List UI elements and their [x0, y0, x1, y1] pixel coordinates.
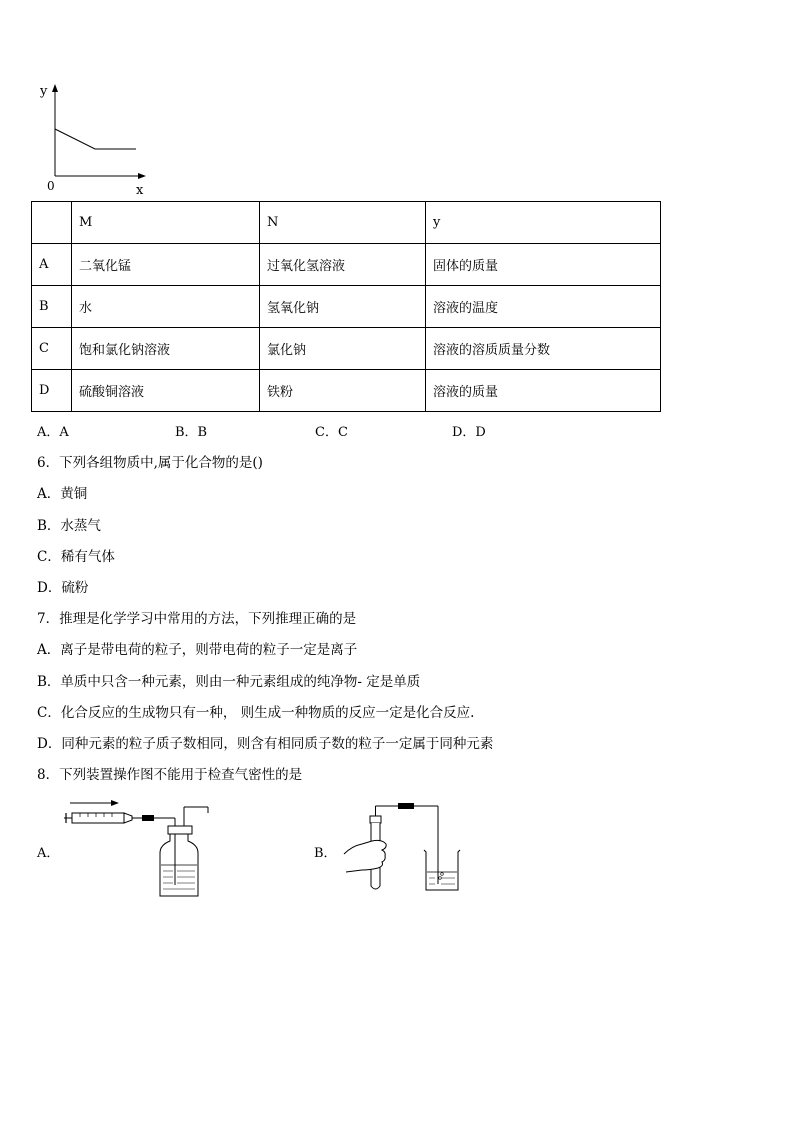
q5-choice-b[interactable]: B．B	[175, 425, 208, 440]
bottle-liquid	[161, 865, 197, 889]
q7-option-d[interactable]: D．同种元素的粒子质子数相同，则含有相同质子数的粒子一定属于同种元素	[37, 736, 494, 752]
q8-stem: 8．下列装置操作图不能用于检查气密性的是	[37, 767, 303, 783]
hand-icon	[344, 840, 386, 872]
table-cell: 过氧化氢溶液	[260, 244, 426, 286]
table-cell: C	[32, 328, 72, 370]
rubber-tube	[142, 815, 154, 821]
q7-option-c[interactable]: C．化合反应的生成物只有一种， 则生成一种物质的反应一定是化合反应.	[37, 705, 475, 721]
table-cell: N	[260, 202, 426, 244]
push-arrowhead	[111, 800, 119, 806]
table-cell: B	[32, 286, 72, 328]
table-cell: y	[426, 202, 661, 244]
table-cell: 铁粉	[260, 370, 426, 412]
q8-option-b-label[interactable]: B．	[314, 846, 337, 861]
table-cell: 饱和氯化钠溶液	[72, 328, 260, 370]
graph-curve	[55, 129, 136, 149]
x-axis-arrow	[138, 173, 146, 179]
table-row	[32, 286, 661, 328]
origin-label: 0	[47, 179, 55, 193]
q7-stem: 7．推理是化学学习中常用的方法，下列推理正确的是	[37, 611, 357, 627]
q7-option-a[interactable]: A．离子是带电荷的粒子，则带电荷的粒子一定是离子	[37, 642, 358, 658]
table-cell: 氯化钠	[260, 328, 426, 370]
q6-stem: 6．下列各组物质中,属于化合物的是()	[37, 455, 263, 471]
options-table	[31, 201, 661, 412]
table-cell: 水	[72, 286, 260, 328]
q5-choice-a[interactable]: A．A	[37, 425, 69, 440]
table-cell: 固体的质量	[426, 244, 661, 286]
table-cell: 氢氧化钠	[260, 286, 426, 328]
q6-option-c[interactable]: C．稀有气体	[37, 549, 115, 565]
table-row	[32, 328, 661, 370]
y-x-graph	[36, 80, 156, 200]
test-tube-stopper	[370, 816, 381, 823]
q7-option-b[interactable]: B．单质中只含一种元素，则由一种元素组成的纯净物- 定是单质	[37, 674, 421, 690]
y-axis-label: y	[40, 84, 48, 99]
x-axis-label: x	[136, 183, 144, 198]
table-cell: 二氧化锰	[72, 244, 260, 286]
table-cell: M	[72, 202, 260, 244]
table-cell: A	[32, 244, 72, 286]
q5-choice-d[interactable]: D．D	[452, 425, 486, 440]
table-header-row	[32, 202, 661, 244]
q8-option-a-label[interactable]: A．	[37, 846, 60, 861]
q6-option-d[interactable]: D．硫粉	[37, 580, 89, 596]
table-cell: 硫酸铜溶液	[72, 370, 260, 412]
q5-choice-c[interactable]: C．C	[315, 425, 348, 440]
table-cell: 溶液的质量	[426, 370, 661, 412]
hand-test-tube-diagram	[340, 800, 470, 896]
table-cell: D	[32, 370, 72, 412]
stopper	[168, 826, 192, 834]
table-cell	[32, 202, 72, 244]
q6-option-b[interactable]: B．水蒸气	[37, 518, 101, 534]
syringe-bottle-diagram	[62, 795, 222, 901]
y-axis-arrow	[52, 84, 58, 92]
table-row	[32, 370, 661, 412]
beaker-liquid	[427, 872, 457, 884]
syringe	[64, 813, 142, 823]
q6-option-a[interactable]: A．黄铜	[37, 486, 88, 502]
table-row	[32, 244, 661, 286]
table-cell: 溶液的溶质质量分数	[426, 328, 661, 370]
table-cell: 溶液的温度	[426, 286, 661, 328]
